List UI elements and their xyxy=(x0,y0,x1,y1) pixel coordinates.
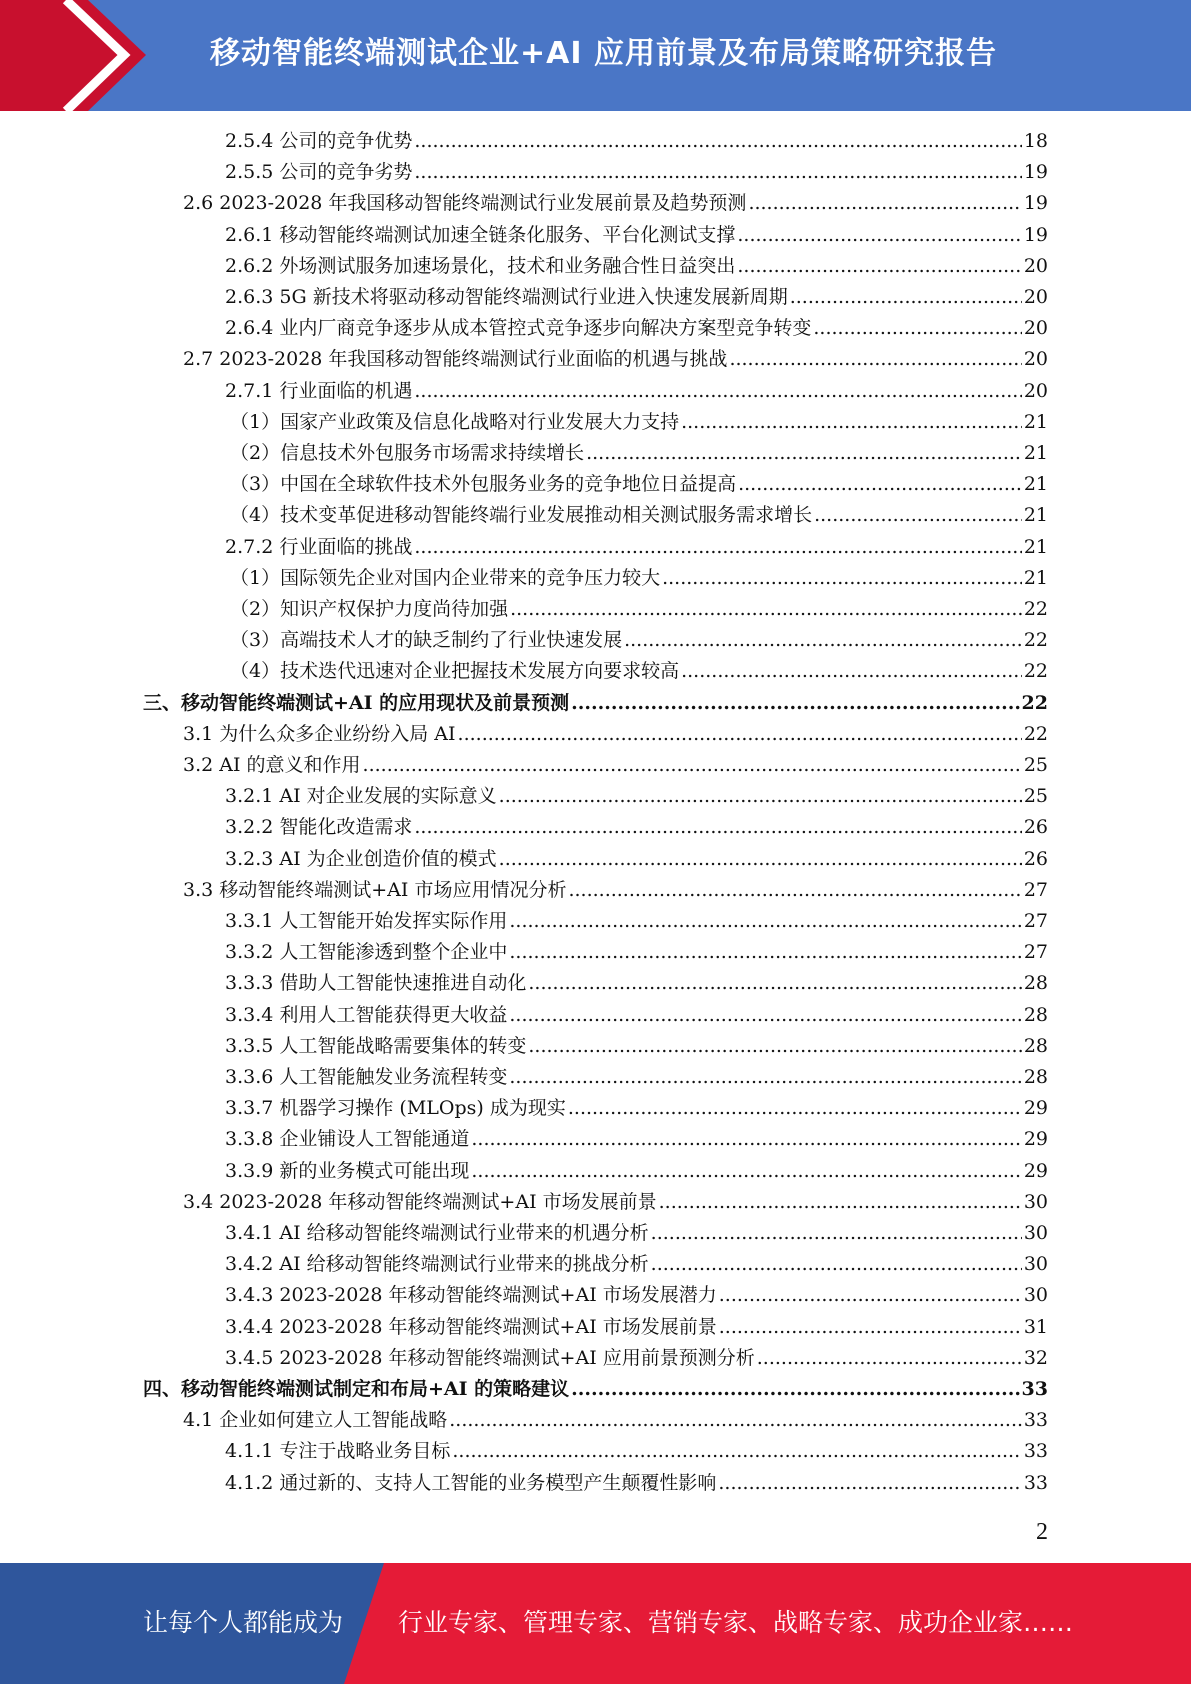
toc-dot-leader xyxy=(528,969,1021,997)
toc-dot-leader xyxy=(414,377,1021,405)
toc-dot-leader xyxy=(528,1032,1021,1060)
toc-entry[interactable] xyxy=(225,813,1048,841)
toc-entry-page: 19 xyxy=(1023,192,1048,215)
toc-entry-page: 31 xyxy=(1023,1315,1048,1338)
toc-entry-page: 33 xyxy=(1023,1471,1048,1494)
toc-entry-page: 28 xyxy=(1023,1034,1048,1057)
toc-entry[interactable] xyxy=(225,1313,1048,1341)
toc-dot-leader xyxy=(651,1250,1022,1278)
toc-dot-leader xyxy=(510,595,1022,623)
toc-entry-title: 3.3.6 人工智能触发业务流程转变 xyxy=(225,1066,508,1088)
toc-dot-leader xyxy=(414,127,1021,155)
toc-entry[interactable] xyxy=(225,1157,1048,1185)
toc-entry-page: 33 xyxy=(1023,1440,1048,1463)
toc-entry-page: 21 xyxy=(1023,442,1048,464)
toc-entry-title: 3.4.1 AI 给移动智能终端测试行业带来的机遇分析 xyxy=(225,1222,649,1244)
toc-dot-leader xyxy=(568,1094,1022,1122)
toc-entry[interactable] xyxy=(230,657,1048,685)
toc-dot-leader xyxy=(471,1157,1021,1185)
toc-entry-page: 20 xyxy=(1023,254,1048,277)
toc-entry[interactable] xyxy=(225,845,1048,873)
toc-entry-title: 3.1 为什么众多企业纷纷入局 AI xyxy=(183,722,456,745)
toc-entry[interactable] xyxy=(225,1001,1048,1029)
toc-dot-leader xyxy=(509,907,1021,935)
toc-entry-page: 21 xyxy=(1023,473,1048,496)
toc-entry-title: 3.3.9 新的业务模式可能出现 xyxy=(225,1159,470,1182)
toc-dot-leader xyxy=(624,626,1022,654)
toc-entry-title: 3.4.5 2023-2028 年移动智能终端测试+AI 应用前景预测分析 xyxy=(225,1346,755,1369)
toc-entry-title: 3.3.5 人工智能战略需要集体的转变 xyxy=(225,1034,527,1057)
toc-entry-title: 2.6.3 5G 新技术将驱动移动智能终端测试行业进入快速发展新周期 xyxy=(225,286,788,308)
toc-entry-page: 27 xyxy=(1023,878,1048,901)
toc-dot-leader xyxy=(571,1375,1019,1403)
toc-dot-leader xyxy=(737,252,1021,280)
toc-entry-title: 3.3.4 利用人工智能获得更大收益 xyxy=(225,1003,508,1026)
toc-dot-leader xyxy=(738,470,1022,498)
toc-entry-page: 26 xyxy=(1023,847,1048,870)
toc-entry-title: 3.3.1 人工智能开始发挥实际作用 xyxy=(225,910,508,932)
toc-entry-title: 2.6.1 移动智能终端测试加速全链条化服务、平台化测试支撑 xyxy=(225,223,736,246)
toc-entry-page: 19 xyxy=(1023,223,1048,246)
toc-entry[interactable] xyxy=(225,1437,1048,1465)
toc-entry-page: 30 xyxy=(1023,1253,1048,1276)
page-header xyxy=(0,0,1191,111)
toc-entry-title: 3.3 移动智能终端测试+AI 市场应用情况分析 xyxy=(183,878,567,901)
toc-entry[interactable] xyxy=(225,1344,1048,1372)
toc-entry[interactable] xyxy=(143,689,1048,717)
toc-dot-leader xyxy=(449,1406,1022,1434)
toc-entry[interactable] xyxy=(230,501,1048,529)
toc-entry[interactable] xyxy=(225,533,1048,561)
toc-entry-title: （3）中国在全球软件技术外包服务业务的竞争地位日益提高 xyxy=(230,473,737,496)
toc-dot-leader xyxy=(748,189,1021,217)
toc-entry-page: 21 xyxy=(1023,535,1048,558)
toc-entry-page: 29 xyxy=(1023,1128,1048,1151)
toc-entry-page: 18 xyxy=(1023,130,1048,152)
page-number: 2 xyxy=(1036,1519,1048,1545)
toc-dot-leader xyxy=(568,876,1021,904)
footer-slogan-right: 行业专家、管理专家、营销专家、战略专家、成功企业家…… xyxy=(398,1608,1074,1637)
toc-entry-title: 3.3.2 人工智能渗透到整个企业中 xyxy=(225,941,508,964)
toc-entry-title: 3.4 2023-2028 年移动智能终端测试+AI 市场发展前景 xyxy=(183,1190,657,1213)
toc-entry-page: 19 xyxy=(1023,161,1048,184)
toc-dot-leader xyxy=(659,1188,1022,1216)
toc-entry-title: 3.4.2 AI 给移动智能终端测试行业带来的挑战分析 xyxy=(225,1253,649,1276)
toc-entry-page: 28 xyxy=(1023,972,1048,995)
toc-entry-title: 3.4.4 2023-2028 年移动智能终端测试+AI 市场发展前景 xyxy=(225,1315,717,1338)
toc-entry-title: 4.1 企业如何建立人工智能战略 xyxy=(183,1409,448,1432)
toc-entry-title: 3.2 AI 的意义和作用 xyxy=(183,754,361,776)
toc-entry[interactable] xyxy=(183,189,1048,217)
toc-entry-page: 28 xyxy=(1023,1003,1048,1026)
toc-entry[interactable] xyxy=(183,1188,1048,1216)
toc-entry-page: 22 xyxy=(1023,629,1048,652)
toc-entry-title: 3.2.3 AI 为企业创造价值的模式 xyxy=(225,847,497,870)
toc-dot-leader xyxy=(458,720,1022,748)
toc-dot-leader xyxy=(718,1469,1021,1497)
toc-dot-leader xyxy=(414,533,1021,561)
toc-entry-title: 三、移动智能终端测试+AI 的应用现状及前景预测 xyxy=(143,691,570,714)
toc-entry[interactable] xyxy=(230,626,1048,654)
toc-dot-leader xyxy=(651,1219,1022,1247)
document-title: 移动智能终端测试企业+AI 应用前景及布局策略研究报告 xyxy=(210,36,997,71)
toc-entry[interactable] xyxy=(225,1250,1048,1278)
toc-dot-leader xyxy=(363,751,1022,779)
toc-dot-leader xyxy=(681,408,1022,436)
toc-dot-leader xyxy=(509,1063,1021,1091)
toc-entry-page: 27 xyxy=(1023,941,1048,964)
toc-entry-page: 21 xyxy=(1023,566,1048,589)
toc-entry-title: （1）国家产业政策及信息化战略对行业发展大力支持 xyxy=(230,410,680,433)
toc-entry-title: 3.4.3 2023-2028 年移动智能终端测试+AI 市场发展潜力 xyxy=(225,1284,717,1307)
toc-entry-title: 2.5.4 公司的竞争优势 xyxy=(225,130,413,152)
toc-entry-title: 3.3.8 企业铺设人工智能通道 xyxy=(225,1128,470,1151)
toc-entry-page: 26 xyxy=(1023,816,1048,839)
toc-entry[interactable] xyxy=(225,1032,1048,1060)
toc-entry[interactable] xyxy=(183,1406,1048,1434)
toc-entry-title: 2.6 2023-2028 年我国移动智能终端测试行业发展前景及趋势预测 xyxy=(183,192,747,215)
toc-entry-title: 4.1.2 通过新的、支持人工智能的业务模型产生颠覆性影响 xyxy=(225,1471,717,1494)
toc-entry-page: 33 xyxy=(1023,1409,1048,1432)
toc-entry[interactable] xyxy=(143,1375,1048,1403)
toc-entry[interactable] xyxy=(225,1063,1048,1091)
toc-entry-title: （3）高端技术人才的缺乏制约了行业快速发展 xyxy=(230,629,623,652)
toc-entry-page: 21 xyxy=(1023,504,1048,527)
toc-entry[interactable] xyxy=(225,1094,1048,1122)
toc-entry[interactable] xyxy=(183,751,1048,779)
toc-entry[interactable] xyxy=(225,252,1048,280)
toc-dot-leader xyxy=(790,283,1022,311)
toc-dot-leader xyxy=(813,314,1021,342)
toc-entry-page: 25 xyxy=(1023,754,1048,776)
toc-entry-title: 3.3.3 借助人工智能快速推进自动化 xyxy=(225,972,527,995)
toc-entry-page: 25 xyxy=(1023,785,1048,808)
toc-dot-leader xyxy=(414,158,1021,186)
toc-dot-leader xyxy=(719,1313,1022,1341)
toc-entry[interactable] xyxy=(230,564,1048,592)
toc-entry[interactable] xyxy=(225,938,1048,966)
toc-entry-page: 28 xyxy=(1023,1066,1048,1088)
toc-dot-leader xyxy=(471,1125,1021,1153)
toc-entry-title: （2）知识产权保护力度尚待加强 xyxy=(230,598,509,620)
toc-entry[interactable] xyxy=(230,408,1048,436)
toc-entry-title: 3.2.1 AI 对企业发展的实际意义 xyxy=(225,785,497,808)
toc-entry-title: 2.7.2 行业面临的挑战 xyxy=(225,535,413,558)
toc-entry-title: 2.6.2 外场测试服务加速场景化，技术和业务融合性日益突出 xyxy=(225,254,736,277)
toc-entry-page: 20 xyxy=(1023,317,1048,340)
toc-dot-leader xyxy=(499,845,1022,873)
toc-entry-page: 32 xyxy=(1023,1346,1048,1369)
toc-entry[interactable] xyxy=(225,1281,1048,1309)
toc-dot-leader xyxy=(499,782,1022,810)
toc-dot-leader xyxy=(729,345,1021,373)
toc-entry-page: 20 xyxy=(1023,286,1048,308)
toc-dot-leader xyxy=(719,1281,1022,1309)
toc-entry[interactable] xyxy=(225,283,1048,311)
toc-entry-title: （4）技术迭代迅速对企业把握技术发展方向要求较高 xyxy=(230,660,680,683)
toc-dot-leader xyxy=(414,813,1021,841)
toc-entry-title: 2.6.4 业内厂商竞争逐步从成本管控式竞争逐步向解决方案型竞争转变 xyxy=(225,317,812,340)
toc-entry-page: 21 xyxy=(1023,410,1048,433)
toc-entry-page: 20 xyxy=(1023,379,1048,402)
toc-entry[interactable] xyxy=(183,345,1048,373)
toc-entry-page: 22 xyxy=(1023,660,1048,683)
toc-entry-page: 30 xyxy=(1023,1222,1048,1244)
toc-dot-leader xyxy=(571,689,1019,717)
toc-dot-leader xyxy=(452,1437,1021,1465)
toc-entry-page: 30 xyxy=(1023,1284,1048,1307)
toc-entry[interactable] xyxy=(230,595,1048,623)
toc-entry-title: 4.1.1 专注于战略业务目标 xyxy=(225,1440,451,1463)
toc-entry-page: 27 xyxy=(1023,910,1048,932)
toc-entry-title: 四、移动智能终端测试制定和布局+AI 的策略建议 xyxy=(143,1378,570,1400)
header-arrow-decoration xyxy=(0,0,150,111)
toc-entry[interactable] xyxy=(225,314,1048,342)
toc-entry-page: 29 xyxy=(1023,1097,1048,1120)
toc-dot-leader xyxy=(757,1344,1022,1372)
toc-entry[interactable] xyxy=(230,470,1048,498)
toc-entry[interactable] xyxy=(225,1469,1048,1497)
toc-entry[interactable] xyxy=(230,439,1048,467)
toc-entry[interactable] xyxy=(225,969,1048,997)
toc-entry-page: 20 xyxy=(1023,348,1048,371)
toc-entry-title: 2.7.1 行业面临的机遇 xyxy=(225,379,413,402)
toc-entry-page: 22 xyxy=(1023,598,1048,620)
toc-entry[interactable] xyxy=(225,158,1048,186)
toc-entry[interactable] xyxy=(225,377,1048,405)
toc-entry[interactable] xyxy=(225,1219,1048,1247)
toc-entry-page: 22 xyxy=(1023,722,1048,745)
toc-entry[interactable] xyxy=(225,1125,1048,1153)
toc-dot-leader xyxy=(681,657,1022,685)
toc-entry[interactable] xyxy=(225,127,1048,155)
toc-entry[interactable] xyxy=(183,876,1048,904)
toc-entry-page: 33 xyxy=(1021,1378,1048,1400)
toc-entry-title: （1）国际领先企业对国内企业带来的竞争压力较大 xyxy=(230,566,661,589)
toc-entry-page: 22 xyxy=(1021,691,1048,714)
toc-entry-title: 3.2.2 智能化改造需求 xyxy=(225,816,413,839)
toc-dot-leader xyxy=(509,1001,1021,1029)
toc-entry-title: 3.3.7 机器学习操作 (MLOps) 成为现实 xyxy=(225,1097,566,1120)
toc-dot-leader xyxy=(662,564,1022,592)
toc-entry-title: （2）信息技术外包服务市场需求持续增长 xyxy=(230,442,585,464)
toc-entry-page: 30 xyxy=(1023,1190,1048,1213)
toc-entry[interactable] xyxy=(225,907,1048,935)
toc-dot-leader xyxy=(814,501,1022,529)
footer-slogan-left: 让每个人都能成为 xyxy=(143,1608,344,1637)
toc-entry[interactable] xyxy=(225,221,1048,249)
toc-dot-leader xyxy=(586,439,1022,467)
toc-entry[interactable] xyxy=(225,782,1048,810)
toc-entry-page: 29 xyxy=(1023,1159,1048,1182)
toc-entry[interactable] xyxy=(183,720,1048,748)
toc-dot-leader xyxy=(509,938,1021,966)
toc-entry-title: 2.7 2023-2028 年我国移动智能终端测试行业面临的机遇与挑战 xyxy=(183,348,728,371)
toc-entry-title: （4）技术变革促进移动智能终端行业发展推动相关测试服务需求增长 xyxy=(230,504,813,527)
toc-entry-title: 2.5.5 公司的竞争劣势 xyxy=(225,161,413,184)
toc-dot-leader xyxy=(737,221,1021,249)
